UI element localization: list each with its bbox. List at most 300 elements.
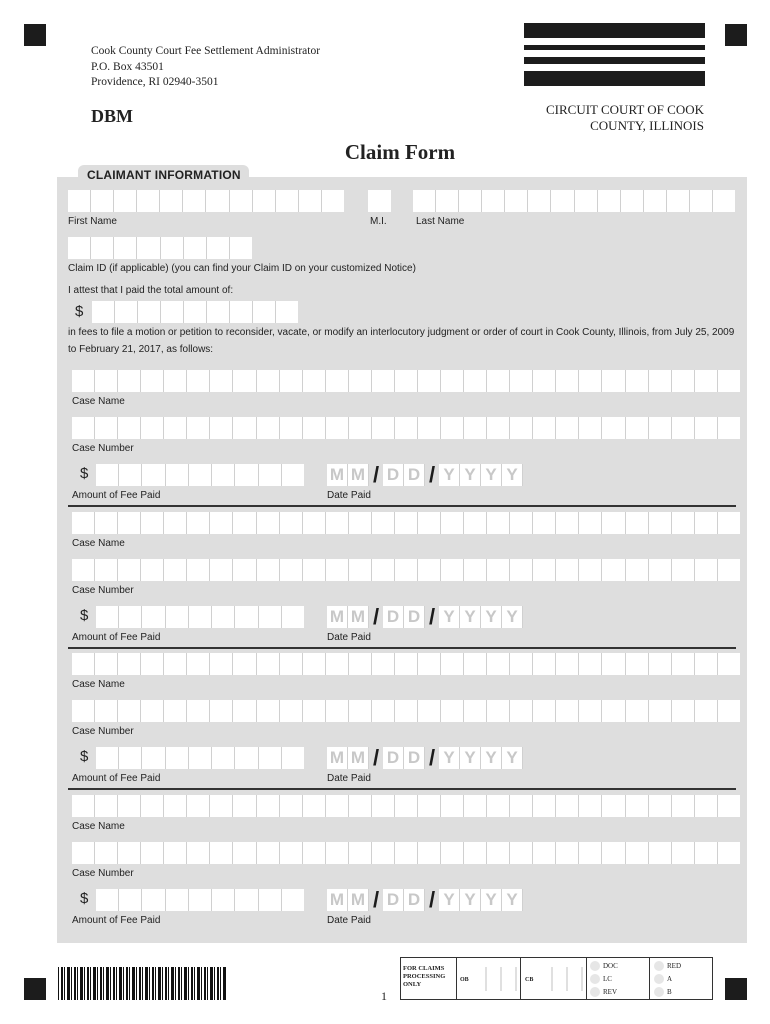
char-cell [718,370,740,392]
char-cell [602,842,625,864]
char-cell [322,190,344,212]
char-cell [257,653,280,675]
char-cell [418,417,441,439]
char-cell [533,370,556,392]
fee-amount-field[interactable] [96,606,304,628]
date-month-cell: M [348,889,369,911]
char-cell [72,559,95,581]
date-month-cell: M [327,464,348,486]
char-cell [210,700,233,722]
char-cell [141,700,164,722]
postal-barcode-bars [524,23,705,93]
char-cell [166,606,189,628]
date-separator: / [372,745,380,770]
char-cell [459,190,482,212]
char-cell [441,370,464,392]
char-cell [649,559,672,581]
date-separator: / [428,462,436,487]
char-cell [556,417,579,439]
mailing-address [91,44,320,91]
char-cell [189,747,212,769]
char-cell [413,190,436,212]
date-month-cell: M [348,606,369,628]
char-cell [303,653,326,675]
char-cell [280,653,303,675]
char-cell [482,190,505,212]
char-cell [142,889,165,911]
char-cell [649,653,672,675]
char-cell [141,417,164,439]
char-cell [303,417,326,439]
fees-statement: in fees to file a motion or petition to reconsider, vacate, or modify an interlocutory judgment or order of court in Cook County, Illinois, from July 25, 2009 to February 21, 2017, as follows: [68,327,735,355]
case-number-field[interactable] [72,559,740,581]
char-cell [142,606,165,628]
case-name-field[interactable] [72,370,740,392]
court-line-1: CIRCUIT COURT OF COOK [545,102,704,117]
char-cell [626,653,649,675]
char-cell [487,795,510,817]
char-cell [510,653,533,675]
char-cell [510,370,533,392]
char-cell [233,842,256,864]
char-cell [695,842,718,864]
char-cell [166,889,189,911]
char-cell [210,417,233,439]
case-number-label: Case Number [72,726,134,737]
char-cell [95,370,118,392]
date-day-cell: D [404,889,425,911]
char-cell [579,653,602,675]
char-cell [276,301,298,323]
char-cell [621,190,644,212]
char-cell [533,795,556,817]
char-cell [602,417,625,439]
form-code: DBM [91,106,133,126]
char-cell [233,559,256,581]
char-cell [253,301,276,323]
char-cell [119,889,142,911]
date-separator: / [372,462,380,487]
date-year-cell: Y [460,889,481,911]
dollar-sign: $ [75,303,84,320]
char-cell [233,417,256,439]
char-cell [487,653,510,675]
char-cell [96,464,119,486]
case-number-label: Case Number [72,584,134,596]
court-name [546,102,704,134]
case-name-field[interactable] [72,512,740,534]
char-cell [626,512,649,534]
radio-circle-icon [590,961,600,971]
char-cell [556,653,579,675]
char-cell [114,237,137,259]
char-cell [187,417,210,439]
char-cell [95,842,118,864]
char-cell [257,512,280,534]
char-cell [326,370,349,392]
char-cell [280,842,303,864]
char-cell [119,747,142,769]
char-cell [235,606,258,628]
char-cell [718,842,740,864]
char-cell [579,842,602,864]
char-cell [118,653,141,675]
char-cell [649,512,672,534]
char-cell [142,747,165,769]
address-line: P.O. Box 43501 [91,60,164,73]
char-cell [441,842,464,864]
option-red[interactable]: RED [654,961,681,971]
date-year-cell: Y [481,747,502,769]
date-year-cell: Y [481,606,502,628]
char-cell [233,700,256,722]
char-cell [187,842,210,864]
option-a[interactable]: A [654,974,672,984]
char-cell [303,842,326,864]
char-cell [395,417,418,439]
char-cell [212,464,235,486]
char-cell [326,795,349,817]
char-cell [141,512,164,534]
char-cell [257,417,280,439]
char-cell [556,370,579,392]
date-year-cell: Y [439,747,460,769]
char-cell [718,559,740,581]
char-cell [695,370,718,392]
char-cell [464,417,487,439]
char-cell [259,606,282,628]
char-cell [280,417,303,439]
claim-id-field[interactable] [68,237,252,259]
first-name-field[interactable] [68,190,344,212]
case-name-label: Case Name [72,820,125,832]
char-cell [233,512,256,534]
char-cell [95,512,118,534]
page-title: Claim Form [344,140,456,164]
char-cell [137,237,160,259]
case-number-label: Case Number [72,867,134,879]
char-cell [464,795,487,817]
radio-circle-icon [590,987,600,997]
char-cell [184,301,207,323]
option-b[interactable]: B [654,987,672,997]
char-cell [72,417,95,439]
char-cell [259,747,282,769]
registration-mark-top-right [725,24,747,46]
last-name-field[interactable] [413,190,735,212]
case-number-label: Case Number [72,443,134,454]
date-year-cell: Y [481,464,502,486]
char-cell [395,842,418,864]
case-number-field[interactable] [72,417,740,439]
case-name-label: Case Name [72,537,125,549]
char-cell [210,653,233,675]
char-cell [118,417,141,439]
case-number-field[interactable] [72,842,740,864]
char-cell [487,559,510,581]
char-cell [649,370,672,392]
char-cell [257,559,280,581]
case-name-field[interactable] [72,653,740,675]
char-cell [464,370,487,392]
char-cell [487,842,510,864]
char-cell [183,190,206,212]
char-cell [160,190,183,212]
char-cell [528,190,551,212]
char-cell [189,464,212,486]
char-cell [718,700,740,722]
date-day-cell: D [383,464,404,486]
char-cell [280,700,303,722]
date-paid-field[interactable] [327,886,523,912]
char-cell [649,842,672,864]
char-cell [68,237,91,259]
barcode [58,967,226,1000]
char-cell [556,512,579,534]
char-cell [95,700,118,722]
char-cell [326,417,349,439]
address-line: Providence, RI 02940-3501 [91,76,219,88]
option-rev[interactable]: REV [590,987,617,997]
date-month-cell: M [348,464,369,486]
char-cell [91,237,114,259]
date-separator: / [372,603,380,629]
char-cell [326,512,349,534]
date-month-cell: M [327,606,348,628]
char-cell [280,370,303,392]
char-cell [142,464,165,486]
char-cell [533,512,556,534]
char-cell [418,842,441,864]
char-cell [92,301,115,323]
char-cell [649,795,672,817]
char-cell [349,653,372,675]
char-cell [326,653,349,675]
char-cell [166,464,189,486]
char-cell [672,842,695,864]
case-divider [68,788,736,790]
date-year-cell: Y [439,606,460,628]
char-cell [372,417,395,439]
option-lc[interactable]: LC [590,974,612,984]
char-cell [349,370,372,392]
char-cell [72,700,95,722]
char-cell [579,700,602,722]
date-month-cell: M [327,747,348,769]
date-separator: / [428,745,436,770]
char-cell [487,512,510,534]
char-cell [299,190,322,212]
char-cell [395,795,418,817]
char-cell [230,237,252,259]
char-cell [257,370,280,392]
ob-field[interactable] [472,967,517,991]
char-cell [115,301,138,323]
case-name-field[interactable] [72,795,740,817]
char-cell [695,653,718,675]
dollar-sign: $ [80,606,89,624]
char-cell [96,889,119,911]
char-cell [184,237,207,259]
dollar-sign: $ [80,748,89,765]
char-cell [626,700,649,722]
char-cell [718,512,740,534]
date-separator: / [372,886,380,912]
char-cell [510,795,533,817]
char-cell [95,559,118,581]
char-cell [118,842,141,864]
char-cell [649,417,672,439]
char-cell [672,559,695,581]
char-cell [95,795,118,817]
case-divider [68,505,736,507]
char-cell [187,512,210,534]
char-cell [207,301,230,323]
char-cell [349,842,372,864]
char-cell [505,190,528,212]
char-cell [187,795,210,817]
char-cell [233,370,256,392]
char-cell [280,795,303,817]
char-cell [138,301,161,323]
first-name-label: First Name [68,216,117,227]
char-cell [372,842,395,864]
char-cell [667,190,690,212]
char-cell [212,747,235,769]
registration-mark-bottom-right [725,978,747,1000]
address-line: Cook County Court Fee Settlement Administrator [91,45,321,57]
date-year-cell: Y [439,464,460,486]
date-paid-field[interactable] [327,603,523,629]
date-paid-field[interactable] [327,464,523,486]
section-tab: CLAIMANT INFORMATION [78,165,249,185]
cb-field[interactable] [538,967,583,991]
char-cell [464,842,487,864]
char-cell [210,559,233,581]
date-year-cell: Y [502,606,523,628]
claim-id-label: Claim ID (if applicable) (you can find your Claim ID on your customized Notice) [68,263,416,274]
page-number: 1 [381,989,387,1003]
char-cell [718,795,740,817]
char-cell [695,512,718,534]
total-amount-field[interactable] [92,301,298,323]
char-cell [418,512,441,534]
char-cell [510,417,533,439]
date-paid-label: Date Paid [327,631,371,643]
char-cell [695,795,718,817]
middle-initial-field[interactable] [368,190,391,212]
fee-amount-field[interactable] [96,889,304,911]
date-year-cell: Y [460,606,481,628]
fee-amount-field[interactable] [96,464,304,486]
char-cell [187,653,210,675]
char-cell [551,190,574,212]
char-cell [280,559,303,581]
char-cell [349,512,372,534]
case-number-field[interactable] [72,700,740,722]
char-cell [166,747,189,769]
char-cell [436,190,459,212]
char-cell [372,559,395,581]
char-cell [579,417,602,439]
char-cell [602,370,625,392]
char-cell [556,842,579,864]
char-cell [690,190,713,212]
char-cell [441,700,464,722]
date-month-cell: M [348,747,369,769]
char-cell [210,795,233,817]
dollar-sign: $ [80,889,89,907]
char-cell [672,512,695,534]
date-paid-field[interactable] [327,747,523,769]
char-cell [464,700,487,722]
char-cell [164,559,187,581]
char-cell [280,512,303,534]
middle-initial-label: M.I. [370,216,387,227]
char-cell [718,653,740,675]
char-cell [649,700,672,722]
char-cell [164,417,187,439]
char-cell [575,190,598,212]
char-cell [487,417,510,439]
char-cell [372,795,395,817]
char-cell [187,700,210,722]
char-cell [602,700,625,722]
char-cell [137,190,160,212]
char-cell [695,559,718,581]
char-cell [282,606,304,628]
char-cell [418,653,441,675]
char-cell [533,700,556,722]
char-cell [672,370,695,392]
char-cell [533,842,556,864]
char-cell [602,653,625,675]
char-cell [395,653,418,675]
char-cell [95,653,118,675]
char-cell [626,795,649,817]
char-cell [206,190,229,212]
char-cell [602,795,625,817]
date-day-cell: D [383,889,404,911]
date-separator: / [428,603,436,629]
char-cell [233,795,256,817]
char-cell [326,559,349,581]
char-cell [164,700,187,722]
radio-circle-icon [590,974,600,984]
date-year-cell: Y [502,889,523,911]
char-cell [626,842,649,864]
amount-label: Amount of Fee Paid [72,773,161,784]
char-cell [233,653,256,675]
option-doc[interactable]: DOC [590,961,618,971]
case-divider [68,647,736,649]
char-cell [114,190,137,212]
char-cell [235,464,258,486]
date-year-cell: Y [460,464,481,486]
char-cell [395,370,418,392]
date-day-cell: D [383,606,404,628]
char-cell [276,190,299,212]
char-cell [118,795,141,817]
fee-amount-field[interactable] [96,747,304,769]
char-cell [235,889,258,911]
char-cell [72,370,95,392]
char-cell [464,559,487,581]
char-cell [72,512,95,534]
date-month-cell: M [327,889,348,911]
date-paid-label: Date Paid [327,773,371,784]
char-cell [253,190,276,212]
